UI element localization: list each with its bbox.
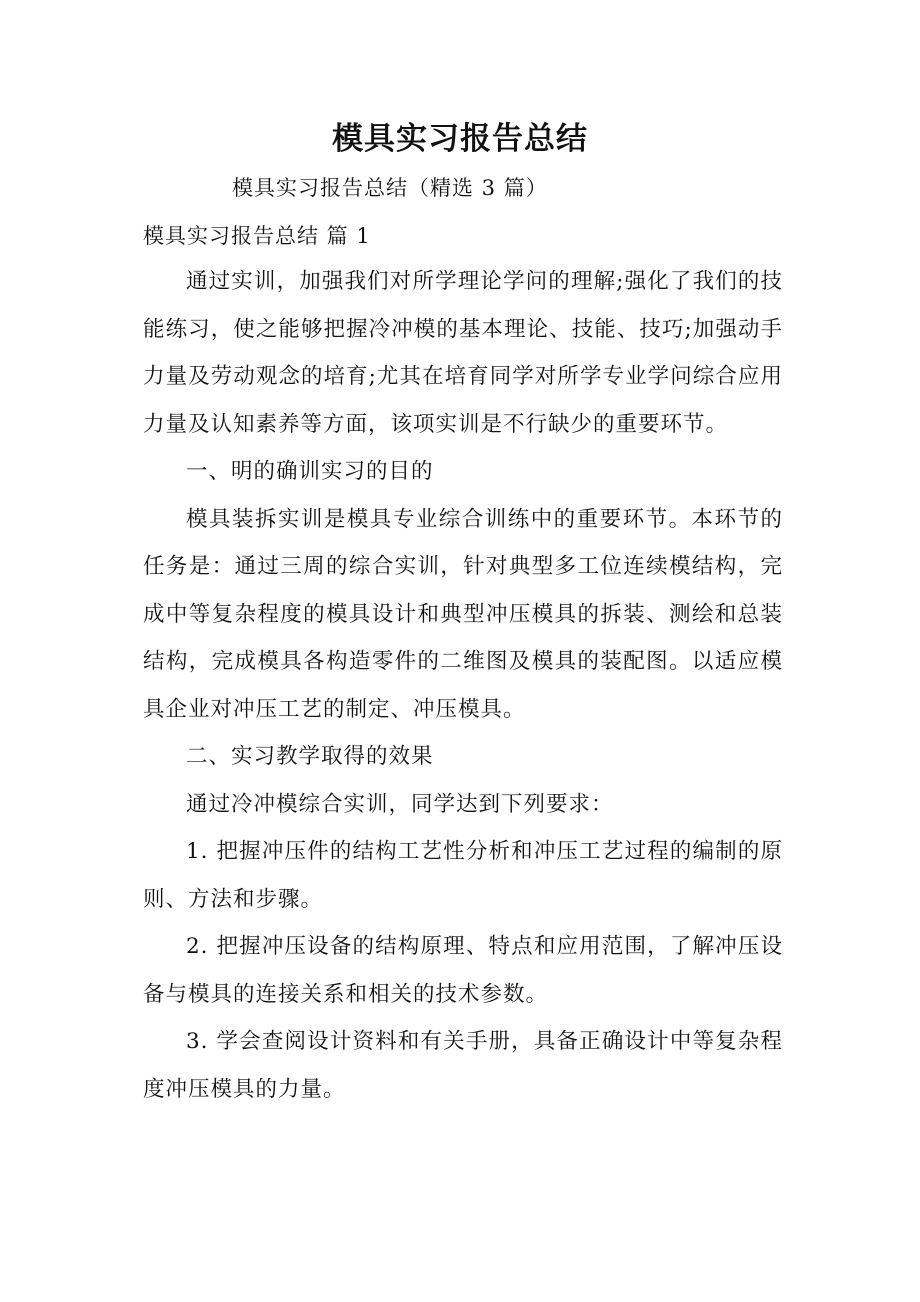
paragraph-heading: 二、实习教学取得的效果	[186, 744, 434, 769]
document-body	[143, 258, 783, 1113]
list-item: 2. 把握冲压设备的结构原理、特点和应用范围，了解冲压设备与模具的连接关系和相关的技术参数。	[143, 934, 783, 1007]
paragraph: 通过实训，加强我们对所学理论学问的理解;强化了我们的技能练习，使之能够把握冷冲模的基本理论、技能、技巧;加强动手力量及劳动观念的培育;尤其在培育同学对所学专业学问综合应用力量及认知素养等方面，该项实训是不行缺少的重要环节。	[143, 269, 783, 437]
paragraph: 模具装拆实训是模具专业综合训练中的重要环节。本环节的任务是：通过三周的综合实训，针对典型多工位连续模结构，完成中等复杂程度的模具设计和典型冲压模具的拆装、测绘和总装结构，完成模具各构造零件的二维图及模具的装配图。以适应模具企业对冲压工艺的制定、冲压模具。	[143, 506, 783, 722]
list-item: 1. 把握冲压件的结构工艺性分析和冲压工艺过程的编制的原则、方法和步骤。	[143, 839, 783, 912]
paragraph-heading: 一、明的确训实习的目的	[186, 459, 434, 484]
document-title: 模具实习报告总结	[332, 121, 588, 157]
section-heading: 模具实习报告总结 篇 1	[143, 224, 371, 248]
document-subtitle: 模具实习报告总结（精选 3 篇）	[232, 176, 548, 200]
paragraph: 通过冷冲模综合实训，同学达到下列要求：	[186, 791, 614, 817]
list-item: 3. 学会查阅设计资料和有关手册，具备正确设计中等复杂程度冲压模具的力量。	[143, 1029, 783, 1102]
